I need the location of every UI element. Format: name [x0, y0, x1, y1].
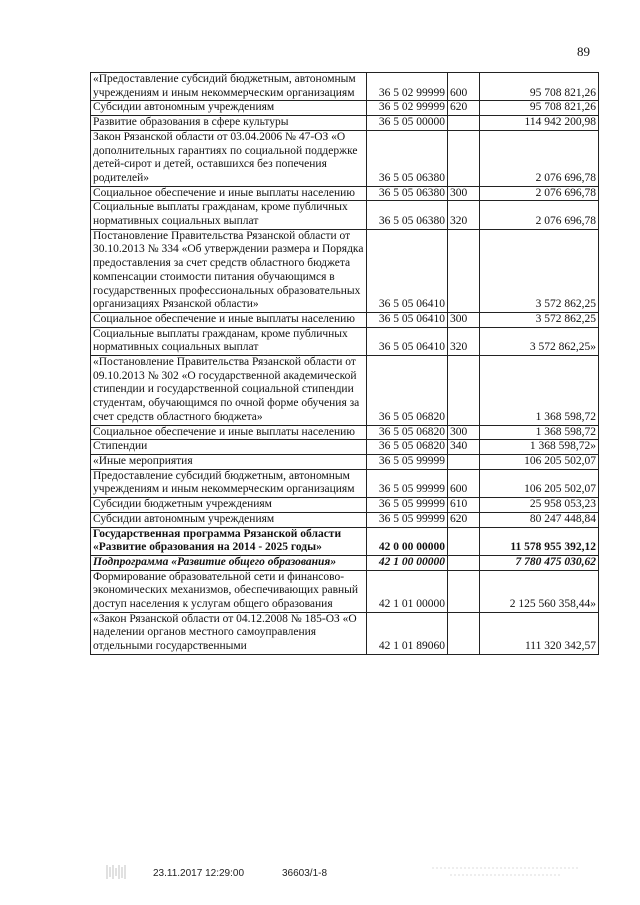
table-row	[91, 101, 599, 116]
row-expense-type-cell: 320	[448, 327, 480, 355]
row-name-cell: Субсидии автономным учреждениям	[91, 101, 367, 116]
row-code-cell: 36 5 02 99999	[367, 73, 448, 101]
table-row	[91, 512, 599, 527]
row-code-cell: 36 5 05 99999	[367, 498, 448, 513]
row-amount-cell: 111 320 342,57	[480, 612, 599, 654]
row-expense-type-cell: 320	[448, 201, 480, 229]
row-code-cell: 36 5 05 06380	[367, 186, 448, 201]
row-expense-type-cell: 620	[448, 512, 480, 527]
row-amount-cell: 95 708 821,26	[480, 101, 599, 116]
faint-stamp-mark	[430, 862, 580, 882]
row-code-cell: 36 5 05 06820	[367, 356, 448, 426]
row-name-cell: Государственная программа Рязанской области «Развитие образования на 2014 - 2025 годы»	[91, 527, 367, 555]
page-number: 89	[577, 44, 590, 59]
table-row	[91, 130, 599, 186]
table-row	[91, 612, 599, 654]
row-expense-type-cell: 620	[448, 101, 480, 116]
row-expense-type-cell: 300	[448, 312, 480, 327]
row-amount-cell: 3 572 862,25	[480, 229, 599, 312]
row-amount-cell: 3 572 862,25»	[480, 327, 599, 355]
row-amount-cell: 7 780 475 030,62	[480, 555, 599, 570]
table-row	[91, 498, 599, 513]
row-amount-cell: 2 076 696,78	[480, 201, 599, 229]
table-row	[91, 201, 599, 229]
row-name-cell: Социальные выплаты гражданам, кроме публичных нормативных социальных выплат	[91, 327, 367, 355]
row-amount-cell: 2 076 696,78	[480, 186, 599, 201]
row-expense-type-cell	[448, 356, 480, 426]
table-row	[91, 440, 599, 455]
row-amount-cell: 80 247 448,84	[480, 512, 599, 527]
table-row	[91, 555, 599, 570]
table-row	[91, 356, 599, 426]
row-amount-cell: 1 368 598,72	[480, 425, 599, 440]
row-name-cell: Постановление Правительства Рязанской области от 30.10.2013 № 334 «Об утверждении размера и Порядка предоставления за счет средств областного бюджета компенсации стоимости питания обучающимся в государственных профессиональных образовательных организациях Рязанской области»	[91, 229, 367, 312]
row-code-cell: 42 1 01 00000	[367, 570, 448, 612]
row-name-cell: Стипендии	[91, 440, 367, 455]
row-expense-type-cell: 300	[448, 425, 480, 440]
row-name-cell: «Иные мероприятия	[91, 454, 367, 469]
footer-document-id: 36603/1-8	[282, 868, 328, 879]
row-amount-cell: 106 205 502,07	[480, 454, 599, 469]
table-row	[91, 327, 599, 355]
row-name-cell: Предоставление субсидий бюджетным, автономным учреждениям и иным некоммерческим организациям	[91, 469, 367, 497]
table-row	[91, 116, 599, 131]
row-name-cell: Развитие образования в сфере культуры	[91, 116, 367, 131]
row-expense-type-cell	[448, 612, 480, 654]
table-row	[91, 229, 599, 312]
table-row	[91, 186, 599, 201]
table-row	[91, 570, 599, 612]
row-expense-type-cell: 600	[448, 73, 480, 101]
row-code-cell: 36 5 05 99999	[367, 454, 448, 469]
row-expense-type-cell	[448, 570, 480, 612]
row-amount-cell: 2 076 696,78	[480, 130, 599, 186]
row-name-cell: Социальные выплаты гражданам, кроме публичных нормативных социальных выплат	[91, 201, 367, 229]
row-expense-type-cell: 340	[448, 440, 480, 455]
row-code-cell: 36 5 05 06380	[367, 201, 448, 229]
table-row	[91, 469, 599, 497]
row-expense-type-cell	[448, 116, 480, 131]
row-name-cell: Формирование образовательной сети и финансово-экономических механизмов, обеспечивающих равный доступ населения к услугам общего образования	[91, 570, 367, 612]
row-name-cell: «Предоставление субсидий бюджетным, автономным учреждениям и иным некоммерческим организациям	[91, 73, 367, 101]
row-code-cell: 36 5 05 99999	[367, 512, 448, 527]
row-expense-type-cell	[448, 229, 480, 312]
row-name-cell: Подпрограмма «Развитие общего образования»	[91, 555, 367, 570]
row-amount-cell: 3 572 862,25	[480, 312, 599, 327]
row-name-cell: «Постановление Правительства Рязанской области от 09.10.2013 № 302 «О государственной академической стипендии и государственной социальной стипендии студентам, обучающимся по очной форме обучения за счет средств областного бюджета»	[91, 356, 367, 426]
row-expense-type-cell	[448, 527, 480, 555]
row-name-cell: Социальное обеспечение и иные выплаты населению	[91, 425, 367, 440]
row-amount-cell: 1 368 598,72	[480, 356, 599, 426]
row-code-cell: 42 0 00 00000	[367, 527, 448, 555]
table-row	[91, 454, 599, 469]
barcode-stamp-icon	[104, 862, 130, 882]
row-expense-type-cell	[448, 130, 480, 186]
row-name-cell: Субсидии автономным учреждениям	[91, 512, 367, 527]
table-row	[91, 312, 599, 327]
row-name-cell: Социальное обеспечение и иные выплаты населению	[91, 186, 367, 201]
row-amount-cell: 11 578 955 392,12	[480, 527, 599, 555]
row-code-cell: 36 5 05 06410	[367, 229, 448, 312]
row-amount-cell: 95 708 821,26	[480, 73, 599, 101]
row-code-cell: 36 5 05 06820	[367, 425, 448, 440]
row-amount-cell: 1 368 598,72»	[480, 440, 599, 455]
row-name-cell: «Закон Рязанской области от 04.12.2008 № 185-ОЗ «О наделении органов местного самоуправления отдельными государственными	[91, 612, 367, 654]
row-name-cell: Субсидии бюджетным учреждениям	[91, 498, 367, 513]
row-code-cell: 36 5 05 06410	[367, 327, 448, 355]
budget-table-body	[91, 73, 599, 655]
row-expense-type-cell	[448, 454, 480, 469]
row-code-cell: 36 5 05 06820	[367, 440, 448, 455]
row-amount-cell: 106 205 502,07	[480, 469, 599, 497]
row-name-cell: Закон Рязанской области от 03.04.2006 № 47-ОЗ «О дополнительных гарантиях по социальной поддержке детей-сирот и детей, оставшихся без попечения родителей»	[91, 130, 367, 186]
row-name-cell: Социальное обеспечение и иные выплаты населению	[91, 312, 367, 327]
table-row	[91, 527, 599, 555]
row-code-cell: 42 1 00 00000	[367, 555, 448, 570]
row-expense-type-cell: 610	[448, 498, 480, 513]
footer-timestamp: 23.11.2017 12:29:00	[153, 868, 245, 879]
row-amount-cell: 114 942 200,98	[480, 116, 599, 131]
row-expense-type-cell	[448, 555, 480, 570]
row-amount-cell: 2 125 560 358,44»	[480, 570, 599, 612]
row-code-cell: 42 1 01 89060	[367, 612, 448, 654]
row-code-cell: 36 5 02 99999	[367, 101, 448, 116]
table-row	[91, 73, 599, 101]
budget-table	[90, 72, 599, 655]
row-expense-type-cell: 300	[448, 186, 480, 201]
row-expense-type-cell: 600	[448, 469, 480, 497]
row-code-cell: 36 5 05 06380	[367, 130, 448, 186]
row-code-cell: 36 5 05 99999	[367, 469, 448, 497]
row-code-cell: 36 5 05 00000	[367, 116, 448, 131]
row-amount-cell: 25 958 053,23	[480, 498, 599, 513]
row-code-cell: 36 5 05 06410	[367, 312, 448, 327]
table-row	[91, 425, 599, 440]
